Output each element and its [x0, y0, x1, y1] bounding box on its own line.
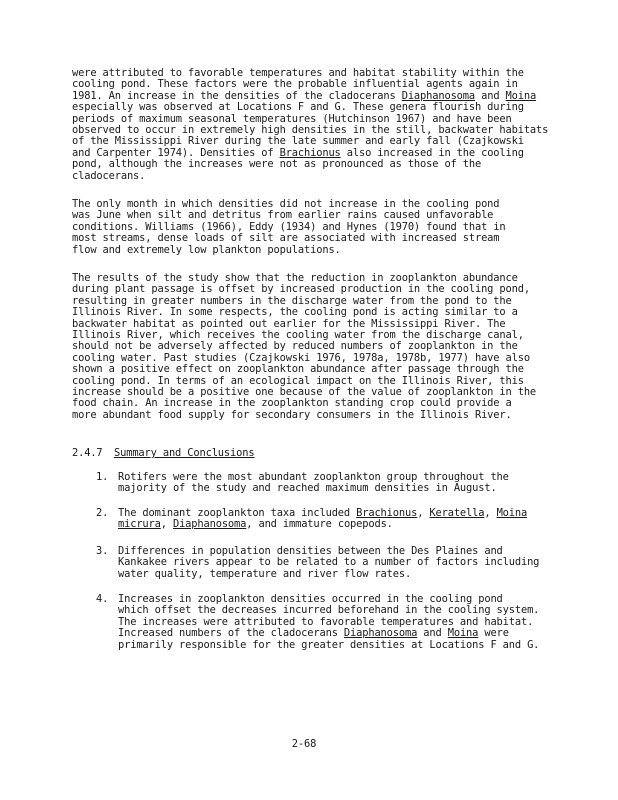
paragraph-study-results	[72, 273, 542, 421]
text-segment: water quality, temperature and river flow rates.	[118, 567, 412, 580]
text-segment: , and immature copepods.	[246, 518, 393, 531]
taxon-name: Diaphanosoma	[172, 518, 247, 531]
text-segment: resulting in greater numbers in the discharge water from the pond to the	[72, 294, 512, 307]
text-segment: ,	[417, 507, 430, 519]
text-segment: The increases were attributed to favorable temperatures and habitat.	[118, 615, 534, 628]
text-segment: ,	[484, 507, 497, 519]
text-segment: Illinois River, which receives the cooling water from the discharge canal,	[72, 329, 524, 342]
text-segment: primarily responsible for the greater densities at Locations F and G.	[118, 638, 540, 651]
taxon-name: Diaphanosoma	[401, 89, 475, 102]
text-segment: backwater habitat as pointed out earlier for the Mississippi River. The	[72, 317, 506, 330]
item-text	[118, 594, 548, 651]
text-segment: 1981. An increase in the densities of the cladocerans	[72, 89, 402, 102]
text-segment: most streams, dense loads of silt are associated with increased stream	[72, 232, 500, 245]
text-segment: and	[475, 89, 506, 102]
text-segment: Rotifers were the most abundant zooplankton group throughout the	[118, 471, 509, 483]
paragraph-june-silt	[72, 199, 542, 256]
text-segment: Kankakee rivers appear to be related to a number of factors including	[118, 556, 540, 569]
text-segment: ,	[160, 518, 173, 531]
text-segment: shown a positive effect on zooplankton abundance after passage through the	[72, 363, 524, 376]
text-segment: The only month in which densities did not increase in the cooling pond	[72, 198, 500, 210]
item-number: 1.	[96, 471, 109, 483]
text-segment: should not be adversely affected by reduced numbers of zooplankton in the	[72, 340, 518, 353]
text-segment: and Carpenter 1974). Densities of	[72, 146, 280, 159]
text-segment: Increased numbers of the cladocerans	[118, 627, 344, 640]
text-line	[118, 483, 548, 494]
text-segment: cladocerans.	[72, 169, 146, 182]
text-segment: cooling pond. In terms of an ecological impact on the Illinois River, this	[72, 374, 524, 387]
item-text	[118, 508, 548, 531]
item-number: 2.	[96, 507, 109, 519]
page-number: 2-68	[291, 738, 317, 750]
text-segment: of the Mississippi River during the late summer and early fall (Czajkowski	[72, 135, 524, 148]
text-segment: more abundant food supply for secondary consumers in the Illinois River.	[72, 408, 512, 421]
text-segment: Increases in zooplankton densities occurred in the cooling pond	[118, 593, 503, 605]
paragraph-cladocerans	[72, 67, 549, 182]
text-segment: flow and extremely low plankton populations.	[72, 243, 341, 256]
text-segment: Differences in population densities between the Des Plaines and	[118, 545, 503, 557]
text-segment: also increased in the cooling	[340, 146, 524, 159]
text-line	[118, 640, 548, 651]
taxon-name: Moina	[505, 89, 537, 102]
taxon-name: Keratella	[429, 507, 485, 519]
text-segment: increase should be a positive one because of the value of zooplankton in the	[72, 386, 537, 399]
text-line	[72, 245, 542, 256]
text-segment: observed to occur in extremely high densities in the still, backwater habitats	[72, 124, 549, 137]
text-segment: pond, although the increases were not as pronounced as those of the	[72, 158, 482, 171]
taxon-name: Moina	[447, 627, 479, 640]
text-segment: majority of the study and reached maximum densities in August.	[118, 482, 497, 495]
text-segment: The results of the study show that the reduction in zooplankton abundance	[72, 272, 518, 284]
text-segment: was June when silt and detritus from earlier rains caused unfavorable	[72, 209, 494, 222]
taxon-name: Brachionus	[279, 146, 341, 159]
item-text	[118, 472, 548, 495]
text-segment: food chain. An increase in the zooplankton standing crop could provide a	[72, 397, 512, 410]
taxon-name: Brachionus	[356, 507, 418, 519]
item-number: 4.	[96, 593, 109, 605]
taxon-name: Moina	[496, 507, 528, 519]
text-segment: and	[417, 627, 448, 640]
text-line	[118, 519, 548, 530]
item-number: 3.	[96, 545, 109, 557]
text-segment: cooling pond. These factors were the probable influential agents again in	[72, 78, 518, 91]
text-segment: Illinois River. In some respects, the cooling pond is acting similar to a	[72, 306, 518, 319]
text-segment: The dominant zooplankton taxa included	[118, 507, 357, 519]
section-number: 2.4.7	[72, 447, 103, 459]
text-line	[72, 410, 542, 421]
text-line	[118, 569, 548, 580]
item-text	[118, 546, 548, 580]
text-segment: were	[478, 627, 509, 640]
text-segment: were attributed to favorable temperatures and habitat stability within the	[72, 67, 524, 79]
taxon-name: micrura	[118, 518, 161, 531]
section-title: Summary and Conclusions	[114, 447, 255, 459]
taxon-name: Diaphanosoma	[343, 627, 418, 640]
text-line	[72, 171, 542, 182]
text-segment: conditions. Williams (1966), Eddy (1934) and Hynes (1970) found that in	[72, 220, 506, 233]
text-segment: which offset the decreases incurred beforehand in the cooling system.	[118, 604, 540, 617]
text-segment: during plant passage is offset by increased production in the cooling pond,	[72, 283, 530, 296]
text-segment: especially was observed at Locations F and G. These genera flourish during	[72, 101, 524, 114]
text-segment: periods of maximum seasonal temperatures (Hutchinson 1967) and have been	[72, 112, 512, 125]
text-segment: cooling water. Past studies (Czajkowski 1976, 1978a, 1978b, 1977) have also	[72, 351, 530, 364]
